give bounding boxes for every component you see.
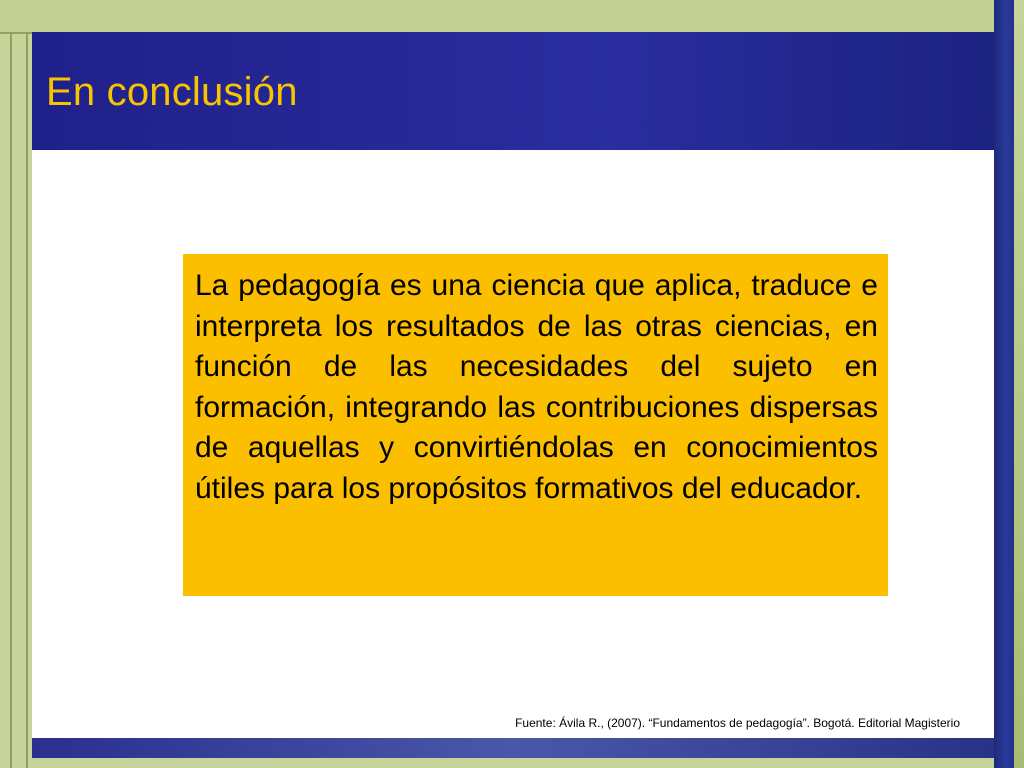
top-border-strip xyxy=(0,0,1024,34)
quote-box xyxy=(183,254,888,596)
quote-text: La pedagogía es una ciencia que aplica, traduce e interpreta los resultados de las otras ciencias, en función de las necesidades del sujeto en formación, integrando las contribuciones dispersas de aquellas y convirtiéndolas en conocimientos útiles para los propósitos formativos del educador. xyxy=(195,269,878,505)
source-citation: Fuente: Ávila R., (2007). “Fundamentos de pedagogía”. Bogotá. Editorial Magisterio xyxy=(515,716,960,730)
slide-title: En conclusión xyxy=(46,70,298,114)
slide-header xyxy=(32,32,994,150)
bottom-border-bar xyxy=(32,738,994,768)
right-border-strip xyxy=(1014,0,1024,768)
